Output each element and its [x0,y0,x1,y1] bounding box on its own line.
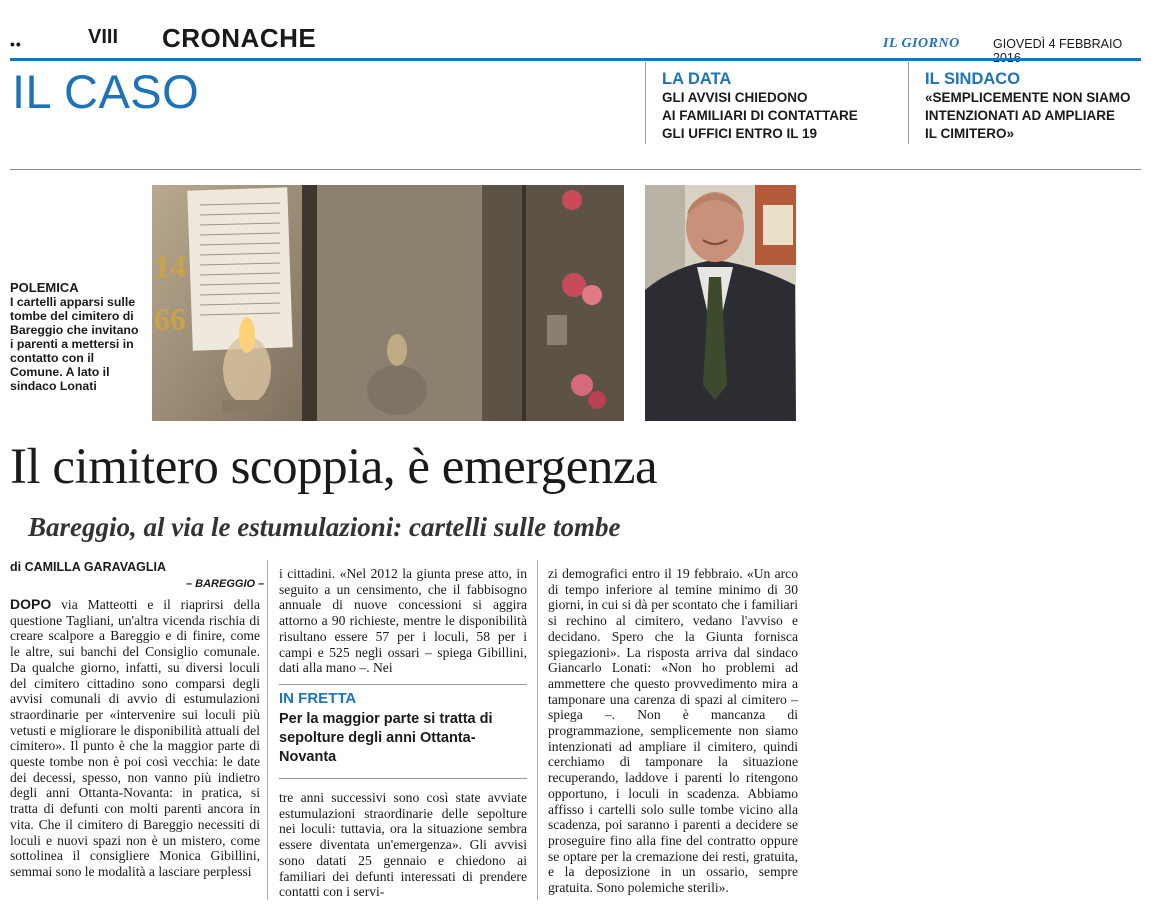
article-column-2-top [279,566,527,676]
in-fretta-title: IN FRETTA [279,690,357,707]
photo-caption: I cartelli apparsi sulle tombe del cimitero di Bareggio che invitano i parenti a mettersi in contatto con il Comune. A lato il sindaco Lonati [10,295,139,393]
article-column-1 [10,597,260,880]
la-data-line: GLI AVVISI CHIEDONO [662,90,808,105]
article-text: via Matteotti e il riaprirsi della questione Tagliani, un'altra vicenda rischia di creare scalpore a Bareggio e di finire, come le altre, sui banchi del Consiglio comunale. Da qualche giorno, infatti, su diversi loculi del cimitero cittadino sono comparsi degli avvisi comunali di avvio di estumulazioni straordinarie per «intervenire sui loculi più vetusti e migliorare le disponibilità attuali del cimitero». Il punto è che la maggior parte di queste tombe non è poi così vecchia: le date dei decessi, spesso, non vanno più indietro degli anni Ottanta-Novanta: in pratica, si tratta di defunti con molti parenti ancora in vita. Che il cimitero di Bareggio necessiti di loculi e nuovi spazi non è un mistero, come sottolinea il consigliere Monica Gibillini, semmai sono le modalità a lasciare perplessi [10,597,260,879]
tomb-number: 66 [154,301,186,337]
il-sindaco-line: INTENZIONATI AD AMPLIARE [925,108,1115,123]
mayor-photo [645,185,796,421]
la-data-box [662,70,858,143]
box-rule [279,778,527,779]
subheadline: Bareggio, al via le estumulazioni: cartelli sulle tombe [28,512,621,542]
header-bottom-rule [10,169,1141,170]
headline: Il cimitero scoppia, è emergenza [10,439,658,495]
cemetery-photo [152,185,624,421]
page-dots: •• [10,36,22,52]
il-caso-label: IL CASO [12,65,200,118]
column-divider [537,560,538,900]
il-sindaco-line: «SEMPLICEMENTE NON SIAMO [925,90,1131,105]
column-divider [267,560,268,900]
newspaper-logo: IL GIORNO [883,36,960,51]
il-sindaco-box [925,70,1131,143]
header-rule [10,58,1141,61]
la-data-title: LA DATA [662,70,732,88]
il-sindaco-title: IL SINDACO [925,70,1021,88]
article-column-2-bottom [279,790,527,900]
article-text: tre anni successivi sono così state avviate estumulazioni straordinarie delle sepolture nei loculi: tuttavia, ora la situazione sembra essere diventata un'emergenza». Gli avvisi sono datati 25 gennaio e chiedono ai familiari dei defunti interessati di prendere contatti con i servi- [279,790,527,900]
tomb-number: 14 [154,248,186,284]
la-data-line: GLI UFFICI ENTRO IL 19 [662,126,818,141]
in-fretta-text: Per la maggior parte si tratta di sepolture degli anni Ottanta-Novanta [279,711,493,765]
box-rule [279,684,527,685]
article-column-3 [548,566,798,896]
il-sindaco-line: IL CIMITERO» [925,126,1015,141]
box-divider [645,62,646,144]
issue-date: GIOVEDÌ 4 FEBBRAIO [993,37,1123,51]
caption-title: POLEMICA [10,280,79,295]
dateline: – BAREGGIO – [186,578,265,590]
byline: di CAMILLA GARAVAGLIA [10,560,166,574]
box-divider [908,62,909,144]
section-title: CRONACHE [162,23,317,53]
article-text: zi demografici entro il 19 febbraio. «Un arco di tempo inferiore al temine minimo di 30 giorni, in cui si dà per scontato che i familiari si rechino al cimitero, vedano l'avviso e decidano. Spero che la Giunta fornisca spiegazioni». La risposta arriva dal sindaco Giancarlo Lonati: «Non ho problemi ad ammettere che questo provvedimento mira a tamponare una carenza di spazi al cimitero – spiega –. Non è mancanza di programmazione, semplicemente non siamo intenzionati ad ampliare il cimitero, quindi cerchiamo di tamponare la situazione recuperando, laddove i parenti lo ritengono opportuno, i loculi in scadenza. Abbiamo affisso i cartelli solo sulle tombe vicino alla scadenza, poi saranno i parenti a decidere se proseguire fino alla fine del contratto oppure se optare per la cremazione dei resti, gratuita, e la deposizione in un ossario, sempre gratuita. Sono polemiche sterili». [548,566,798,896]
article-lead-word: DOPO [10,596,52,612]
page-number: VIII [88,26,119,48]
la-data-line: AI FAMILIARI DI CONTATTARE [662,108,858,123]
article-text: i cittadini. «Nel 2012 la giunta prese atto, in seguito a un censimento, che il fabbisogno annuale di nuove concessioni si aggira attorno a 90 richieste, mentre le disponibilità risultano essere 57 per i loculi, 58 per i campi e 525 negli ossari – spiega Gibillini, dati alla mano –. Nei [279,566,527,676]
